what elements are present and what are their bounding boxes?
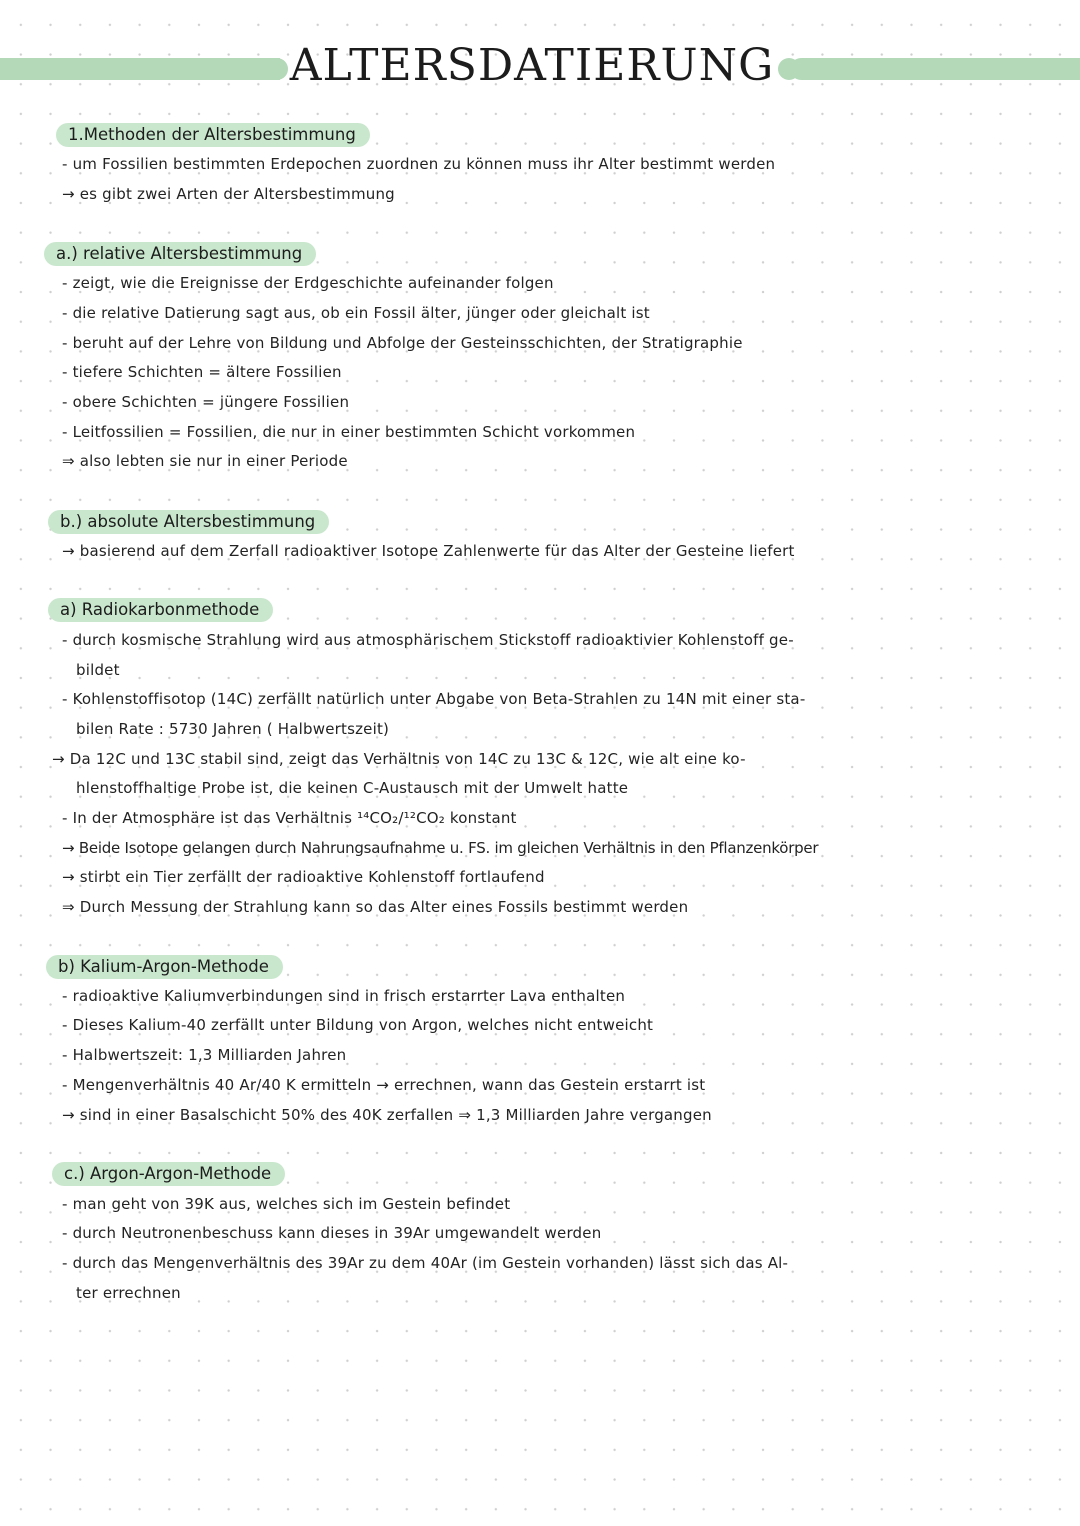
page-title: ALTERSDATIERUNG [289,40,775,91]
text-line: - durch Neutronenbeschuss kann dieses in 39Ar umgewandelt werden [62,1224,602,1242]
section-heading-argon-argon: c.) Argon-Argon-Methode [52,1162,285,1186]
text-line: ⇒ also lebten sie nur in einer Periode [62,452,348,470]
section-heading-potassium-argon: b) Kalium-Argon-Methode [46,955,283,979]
text-line: - Mengenverhältnis 40 Ar/40 K ermitteln → errechnen, wann das Gestein erstarrt ist [62,1076,706,1094]
text-line: ⇒ Durch Messung der Strahlung kann so das Alter eines Fossils bestimmt werden [62,898,689,916]
text-line: → Da 12C und 13C stabil sind, zeigt das Verhältnis von 14C zu 13C & 12C, wie alt eine ko- [52,750,746,768]
section-heading-radiocarbon: a) Radiokarbonmethode [48,598,273,622]
text-line: → Beide Isotope gelangen durch Nahrungsaufnahme u. FS. im gleichen Verhältnis in den Pflanzenkörper [62,839,819,857]
text-line: - obere Schichten = jüngere Fossilien [62,393,350,411]
banner-stripe-left [0,58,280,80]
text-line: - In der Atmosphäre ist das Verhältnis ¹⁴CO₂/¹²CO₂ konstant [62,809,517,827]
text-line: → sind in einer Basalschicht 50% des 40K zerfallen ⇒ 1,3 Milliarden Jahre vergangen [62,1106,712,1124]
text-line: - Dieses Kalium-40 zerfällt unter Bildung von Argon, welches nicht entweicht [62,1016,654,1034]
text-line: bildet [76,661,120,679]
text-line: → basierend auf dem Zerfall radioaktiver Isotope Zahlenwerte für das Alter der Gesteine liefert [62,542,795,560]
text-line: - man geht von 39K aus, welches sich im Gestein befindet [62,1195,511,1213]
text-line: - die relative Datierung sagt aus, ob ein Fossil älter, jünger oder gleichalt ist [62,304,650,322]
banner-stripe-right [790,58,1080,80]
text-line: - Kohlenstoffisotop (14C) zerfällt natürlich unter Abgabe von Beta-Strahlen zu 14N mit einer sta- [62,690,806,708]
text-line: - beruht auf der Lehre von Bildung und Abfolge der Gesteinsschichten, der Stratigraphie [62,334,743,352]
text-line: - radioaktive Kaliumverbindungen sind in frisch erstarrter Lava enthalten [62,987,626,1005]
text-line: - durch kosmische Strahlung wird aus atmosphärischem Stickstoff radioaktivier Kohlenstoff ge- [62,631,794,649]
text-line: - zeigt, wie die Ereignisse der Erdgeschichte aufeinander folgen [62,274,554,292]
text-line: hlenstoffhaltige Probe ist, die keinen C-Austausch mit der Umwelt hatte [76,779,629,797]
section-heading-absolute: b.) absolute Altersbestimmung [48,510,329,534]
section-heading-relative: a.) relative Altersbestimmung [44,242,316,266]
text-line: - Leitfossilien = Fossilien, die nur in einer bestimmten Schicht vorkommen [62,423,636,441]
text-line: → es gibt zwei Arten der Altersbestimmung [62,185,395,203]
text-line: → stirbt ein Tier zerfällt der radioaktive Kohlenstoff fortlaufend [62,868,545,886]
text-line: - um Fossilien bestimmten Erdepochen zuordnen zu können muss ihr Alter bestimmt werden [62,155,776,173]
text-line: bilen Rate : 5730 Jahren ( Halbwertszeit) [76,720,390,738]
text-line: - Halbwertszeit: 1,3 Milliarden Jahren [62,1046,347,1064]
text-line: ter errechnen [76,1284,181,1302]
text-line: - durch das Mengenverhältnis des 39Ar zu dem 40Ar (im Gestein vorhanden) lässt sich das Al- [62,1254,789,1272]
text-line: - tiefere Schichten = ältere Fossilien [62,363,342,381]
section-heading-methods: 1.Methoden der Altersbestimmung [56,123,370,147]
